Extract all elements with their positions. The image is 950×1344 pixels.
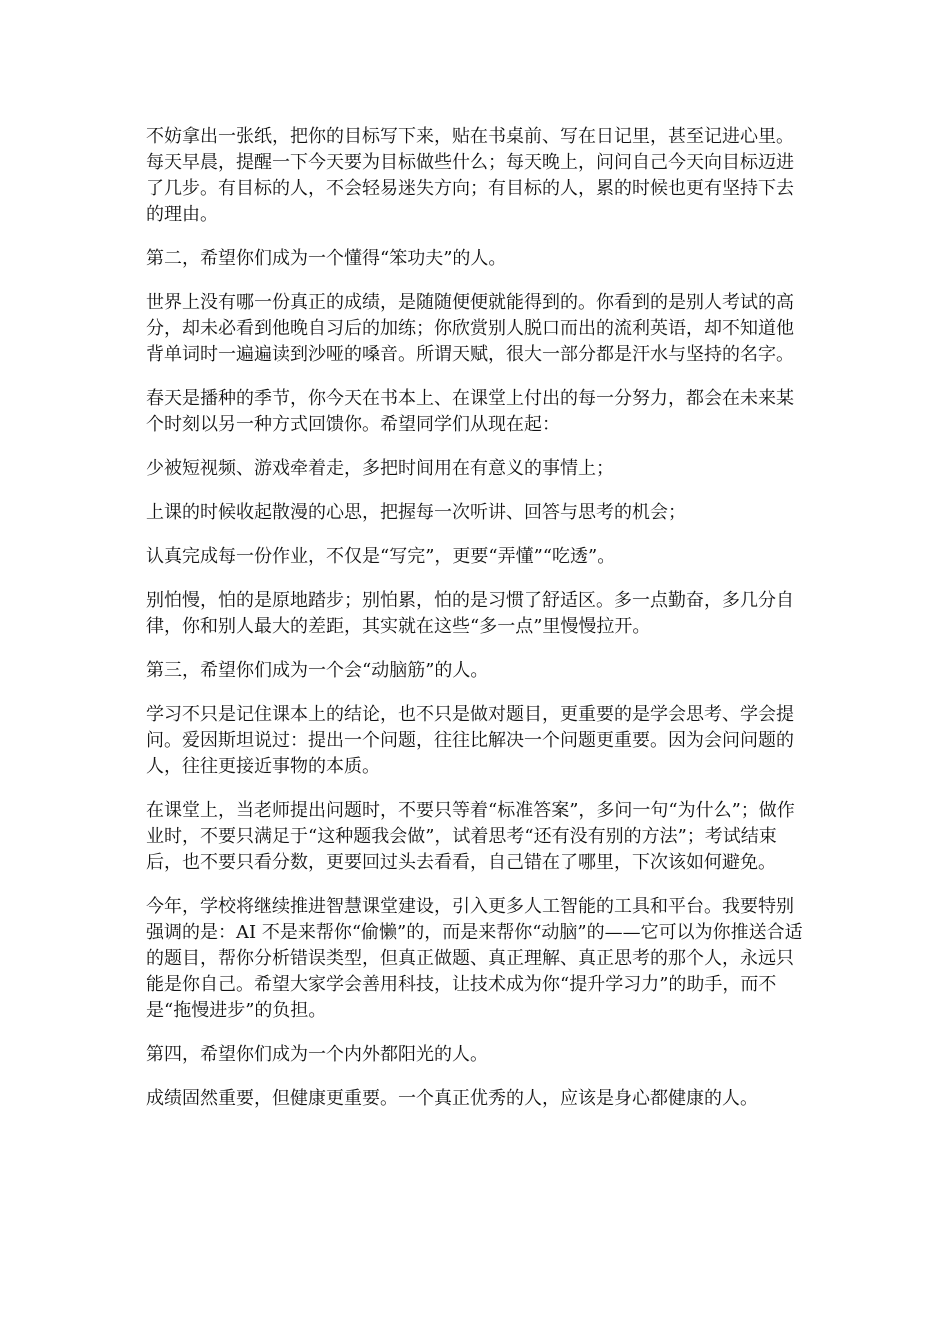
paragraph-health: 成绩固然重要，但健康更重要。一个真正优秀的人，应该是身心都健康的人。 xyxy=(146,1088,758,1109)
list-item-homework: 认真完成每一份作业，不仅是“写完”，更要“弄懂”“吃透”。 xyxy=(146,546,616,567)
paragraph-smart-classroom: 今年，学校将继续推进智慧课堂建设，引入更多人工智能的工具和平台。我要特别强调的是：AI 不是来帮你“偷懒”的，而是来帮你“动脑”的——它可以为你推送合适的题目，帮你分析错误类型，但真正做题、真正理解、真正思考的那个人，永远只能是你自己。希望大家学会善用科技，让技术成为你“提升学习力”的助手，而不是“拖慢进步”的负担。 xyxy=(146,896,803,1021)
paragraph-hard-work: 世界上没有哪一份真正的成绩，是随随便便就能得到的。你看到的是别人考试的高分，却未必看到他晚自习后的加练；你欣赏别人脱口而出的流利英语，却不知道他背单词时一遍遍读到沙哑的嗓音。所谓天赋，很大一部分都是汗水与坚持的名字。 xyxy=(146,292,794,365)
section-heading-second: 第二，希望你们成为一个懂得“笨功夫”的人。 xyxy=(146,248,507,269)
list-item-class-focus: 上课的时候收起散漫的心思，把握每一次听讲、回答与思考的机会； xyxy=(146,502,686,523)
paragraph-spring-season: 春天是播种的季节，你今天在书本上、在课堂上付出的每一分努力，都会在未来某个时刻以另一种方式回馈你。希望同学们从现在起： xyxy=(146,388,794,435)
document-body xyxy=(146,124,806,1130)
paragraph-goal-writing: 不妨拿出一张纸，把你的目标写下来，贴在书桌前、写在日记里，甚至记进心里。每天早晨，提醒一下今天要为目标做些什么；每天晚上，问问自己今天向目标迈进了几步。有目标的人，不会轻易迷失方向；有目标的人，累的时候也更有坚持下去的理由。 xyxy=(146,126,794,225)
section-heading-fourth: 第四，希望你们成为一个内外都阳光的人。 xyxy=(146,1044,488,1065)
paragraph-asking-questions: 在课堂上，当老师提出问题时，不要只等着“标准答案”，多问一句“为什么”；做作业时，不要只满足于“这种题我会做”，试着思考“还有没有别的方法”；考试结束后，也不要只看分数，更要回过头去看看，自己错在了哪里，下次该如何避免。 xyxy=(146,800,795,873)
list-item-less-distraction: 少被短视频、游戏牵着走，多把时间用在有意义的事情上； xyxy=(146,458,614,479)
paragraph-self-discipline: 别怕慢，怕的是原地踏步；别怕累，怕的是习惯了舒适区。多一点勤奋，多几分自律，你和别人最大的差距，其实就在这些“多一点”里慢慢拉开。 xyxy=(146,590,794,637)
section-heading-third: 第三，希望你们成为一个会“动脑筋”的人。 xyxy=(146,660,489,681)
paragraph-thinking: 学习不只是记住课本上的结论，也不只是做对题目，更重要的是学会思考、学会提问。爱因斯坦说过：提出一个问题，往往比解决一个问题更重要。因为会问问题的人，往往更接近事物的本质。 xyxy=(146,704,794,777)
